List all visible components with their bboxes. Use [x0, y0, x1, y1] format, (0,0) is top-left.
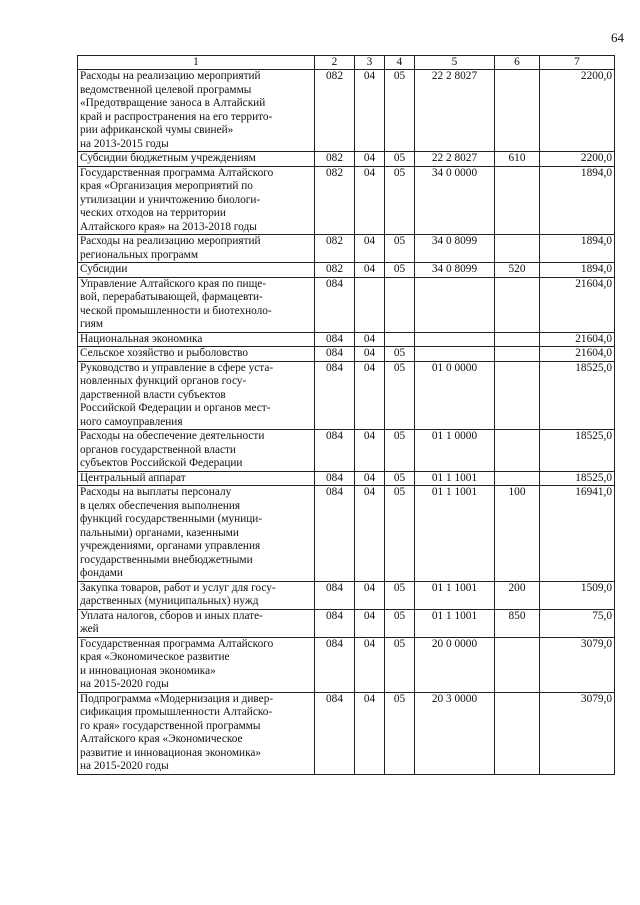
- cell-expense-type: 100: [495, 486, 540, 582]
- table-body: [78, 70, 615, 775]
- page-number: 64: [611, 30, 624, 45]
- cell-admin-code: 084: [315, 347, 355, 362]
- item-name-line: на 2015-2020 годы: [80, 760, 169, 772]
- item-name-line: Национальная экономика: [80, 332, 203, 345]
- cell-expense-type: [495, 332, 540, 347]
- cell-section: 04: [355, 637, 385, 692]
- cell-item-name: [78, 235, 315, 263]
- cell-target-article: 34 0 8099: [415, 235, 495, 263]
- cell-target-article: 01 1 1001: [415, 471, 495, 486]
- cell-item-name: [78, 609, 315, 637]
- cell-item-name: [78, 347, 315, 362]
- cell-admin-code: 084: [315, 361, 355, 430]
- item-name-line: субъектов Российской Федерации: [80, 457, 243, 469]
- cell-target-article: [415, 347, 495, 362]
- cell-target-article: 34 0 8099: [415, 263, 495, 278]
- cell-section: 04: [355, 361, 385, 430]
- cell-section: 04: [355, 471, 385, 486]
- item-name-line: ного самоуправления: [80, 415, 183, 428]
- item-name-line: и инновационая экономика»: [80, 664, 216, 677]
- cell-section: 04: [355, 152, 385, 167]
- item-name-line: Руководство и управление в сфере уста-: [80, 361, 274, 374]
- header-cell: 3: [355, 56, 385, 70]
- cell-item-name: [78, 637, 315, 692]
- cell-subsection: 05: [385, 263, 415, 278]
- cell-subsection: 05: [385, 637, 415, 692]
- item-name-line: функций государственными (муници-: [80, 513, 263, 525]
- item-name-line: на 2013-2015 годы: [80, 137, 169, 150]
- cell-admin-code: 082: [315, 235, 355, 263]
- cell-section: 04: [355, 430, 385, 472]
- item-name-line: государственными внебюджетными: [80, 553, 253, 566]
- cell-admin-code: 082: [315, 152, 355, 167]
- cell-expense-type: [495, 277, 540, 332]
- item-name-line: Алтайского края «Экономическое: [80, 733, 243, 745]
- cell-expense-type: [495, 471, 540, 486]
- item-name-line: Расходы на реализацию мероприятий: [80, 70, 261, 82]
- item-name-line: вой, перерабатывающей, фармацевти-: [80, 291, 263, 303]
- cell-expense-type: [495, 361, 540, 430]
- cell-section: 04: [355, 70, 385, 152]
- cell-subsection: 05: [385, 471, 415, 486]
- table-row: [78, 471, 615, 486]
- header-cell: 4: [385, 56, 415, 70]
- item-name-line: Закупка товаров, работ и услуг для госу-: [80, 581, 276, 594]
- item-name-line: Расходы на реализацию мероприятий: [80, 235, 261, 247]
- cell-expense-type: [495, 235, 540, 263]
- cell-amount: 1894,0: [540, 235, 615, 263]
- cell-amount: 21604,0: [540, 347, 615, 362]
- item-name-line: го края» государственной программы: [80, 719, 261, 732]
- item-name-line: «Предотвращение заноса в Алтайский: [80, 97, 266, 109]
- cell-item-name: [78, 263, 315, 278]
- cell-section: 04: [355, 347, 385, 362]
- cell-amount: 1894,0: [540, 263, 615, 278]
- cell-target-article: 01 0 0000: [415, 361, 495, 430]
- cell-target-article: 22 2 8027: [415, 152, 495, 167]
- cell-subsection: 05: [385, 430, 415, 472]
- item-name-line: сификация промышленности Алтайско-: [80, 706, 273, 718]
- cell-admin-code: 084: [315, 486, 355, 582]
- cell-subsection: 05: [385, 166, 415, 235]
- header-cell: 6: [495, 56, 540, 70]
- cell-target-article: 01 1 1001: [415, 609, 495, 637]
- cell-expense-type: [495, 692, 540, 774]
- cell-amount: 21604,0: [540, 332, 615, 347]
- item-name-line: утилизации и уничтожению биологи-: [80, 193, 261, 206]
- item-name-line: Государственная программа Алтайского: [80, 637, 274, 650]
- cell-section: 04: [355, 263, 385, 278]
- cell-amount: 18525,0: [540, 430, 615, 472]
- item-name-line: региональных программ: [80, 248, 198, 261]
- cell-target-article: 22 2 8027: [415, 70, 495, 152]
- cell-target-article: 01 1 1001: [415, 486, 495, 582]
- cell-target-article: 01 1 1001: [415, 581, 495, 609]
- cell-amount: 2200,0: [540, 152, 615, 167]
- cell-target-article: 01 1 0000: [415, 430, 495, 472]
- item-name-line: края «Организация мероприятий по: [80, 180, 253, 192]
- cell-amount: 18525,0: [540, 361, 615, 430]
- cell-subsection: 05: [385, 692, 415, 774]
- item-name-line: новленных функций органов госу-: [80, 375, 247, 387]
- item-name-line: Государственная программа Алтайского: [80, 166, 274, 179]
- cell-expense-type: [495, 430, 540, 472]
- cell-subsection: 05: [385, 347, 415, 362]
- cell-item-name: [78, 486, 315, 582]
- item-name-line: Управление Алтайского края по пище-: [80, 277, 267, 290]
- table-row: [78, 609, 615, 637]
- item-name-line: дарственной власти субъектов: [80, 388, 226, 401]
- item-name-line: Расходы на выплаты персоналу: [80, 486, 232, 498]
- header-cell: 5: [415, 56, 495, 70]
- table-row: [78, 263, 615, 278]
- table-row: [78, 361, 615, 430]
- cell-section: 04: [355, 486, 385, 582]
- item-name-line: Российской Федерации и органов мест-: [80, 402, 271, 414]
- cell-section: 04: [355, 235, 385, 263]
- cell-expense-type: 200: [495, 581, 540, 609]
- cell-subsection: [385, 332, 415, 347]
- cell-subsection: 05: [385, 152, 415, 167]
- table-header-row: [78, 56, 615, 70]
- item-name-line: дарственных (муниципальных) нужд: [80, 595, 259, 607]
- cell-admin-code: 084: [315, 277, 355, 332]
- header-cell: 1: [78, 56, 315, 70]
- item-name-line: края «Экономическое развитие: [80, 651, 230, 663]
- item-name-line: Центральный аппарат: [80, 471, 186, 484]
- table-row: [78, 347, 615, 362]
- cell-subsection: [385, 277, 415, 332]
- cell-expense-type: 850: [495, 609, 540, 637]
- cell-amount: 21604,0: [540, 277, 615, 332]
- cell-admin-code: 084: [315, 471, 355, 486]
- item-name-line: ческой промышленности и биотехноло-: [80, 304, 272, 317]
- cell-expense-type: 610: [495, 152, 540, 167]
- table-row: [78, 581, 615, 609]
- cell-item-name: [78, 332, 315, 347]
- cell-amount: 16941,0: [540, 486, 615, 582]
- cell-amount: 18525,0: [540, 471, 615, 486]
- item-name-line: Расходы на обеспечение деятельности: [80, 430, 265, 442]
- table-row: [78, 235, 615, 263]
- table-row: [78, 430, 615, 472]
- cell-admin-code: 084: [315, 637, 355, 692]
- cell-item-name: [78, 581, 315, 609]
- item-name-line: развитие и инновационая экономика»: [80, 746, 262, 759]
- cell-amount: 3079,0: [540, 692, 615, 774]
- cell-admin-code: 082: [315, 263, 355, 278]
- table-row: [78, 692, 615, 774]
- cell-section: 04: [355, 692, 385, 774]
- table-row: [78, 166, 615, 235]
- item-name-line: ческих отходов на территории: [80, 207, 226, 219]
- cell-amount: 1894,0: [540, 166, 615, 235]
- cell-section: [355, 277, 385, 332]
- table-row: [78, 152, 615, 167]
- cell-subsection: 05: [385, 486, 415, 582]
- item-name-line: в целях обеспечения выполнения: [80, 499, 241, 512]
- cell-item-name: [78, 430, 315, 472]
- item-name-line: Подпрограмма «Модернизация и дивер-: [80, 692, 274, 705]
- item-name-line: гиям: [80, 318, 104, 330]
- table-row: [78, 332, 615, 347]
- cell-section: 04: [355, 166, 385, 235]
- cell-admin-code: 082: [315, 70, 355, 152]
- cell-item-name: [78, 70, 315, 152]
- cell-item-name: [78, 471, 315, 486]
- item-name-line: на 2015-2020 годы: [80, 678, 169, 690]
- cell-section: 04: [355, 609, 385, 637]
- cell-section: 04: [355, 581, 385, 609]
- cell-amount: 3079,0: [540, 637, 615, 692]
- cell-admin-code: 084: [315, 581, 355, 609]
- item-name-line: жей: [80, 623, 99, 635]
- cell-admin-code: 084: [315, 692, 355, 774]
- cell-item-name: [78, 692, 315, 774]
- item-name-line: ведомственной целевой программы: [80, 83, 252, 96]
- item-name-line: Алтайского края» на 2013-2018 годы: [80, 220, 257, 233]
- cell-amount: 1509,0: [540, 581, 615, 609]
- cell-expense-type: [495, 637, 540, 692]
- cell-expense-type: [495, 347, 540, 362]
- cell-admin-code: 082: [315, 166, 355, 235]
- cell-expense-type: [495, 166, 540, 235]
- item-name-line: учреждениями, органами управления: [80, 540, 261, 552]
- table-row: [78, 486, 615, 582]
- cell-expense-type: 520: [495, 263, 540, 278]
- item-name-line: фондами: [80, 567, 123, 579]
- cell-item-name: [78, 152, 315, 167]
- cell-subsection: 05: [385, 361, 415, 430]
- header-cell: 7: [540, 56, 615, 70]
- item-name-line: край и распространения на его террито-: [80, 110, 273, 123]
- item-name-line: Сельское хозяйство и рыболовство: [80, 347, 249, 359]
- header-cell: 2: [315, 56, 355, 70]
- table-row: [78, 637, 615, 692]
- table-row: [78, 70, 615, 152]
- cell-section: 04: [355, 332, 385, 347]
- cell-admin-code: 084: [315, 609, 355, 637]
- cell-item-name: [78, 361, 315, 430]
- table-row: [78, 277, 615, 332]
- cell-expense-type: [495, 70, 540, 152]
- item-name-line: Уплата налогов, сборов и иных плате-: [80, 609, 263, 622]
- cell-target-article: [415, 277, 495, 332]
- cell-amount: 75,0: [540, 609, 615, 637]
- cell-admin-code: 084: [315, 430, 355, 472]
- cell-admin-code: 084: [315, 332, 355, 347]
- cell-amount: 2200,0: [540, 70, 615, 152]
- cell-item-name: [78, 166, 315, 235]
- cell-target-article: 20 0 0000: [415, 637, 495, 692]
- item-name-line: рии африканской чумы свиней»: [80, 124, 234, 136]
- item-name-line: Субсидии бюджетным учреждениям: [80, 152, 256, 164]
- item-name-line: Субсидии: [80, 263, 128, 275]
- cell-subsection: 05: [385, 235, 415, 263]
- cell-subsection: 05: [385, 581, 415, 609]
- cell-target-article: [415, 332, 495, 347]
- budget-table: [77, 55, 615, 775]
- item-name-line: пальными) органами, казенными: [80, 526, 239, 539]
- cell-item-name: [78, 277, 315, 332]
- cell-subsection: 05: [385, 609, 415, 637]
- cell-target-article: 34 0 0000: [415, 166, 495, 235]
- cell-target-article: 20 3 0000: [415, 692, 495, 774]
- cell-subsection: 05: [385, 70, 415, 152]
- item-name-line: органов государственной власти: [80, 443, 236, 456]
